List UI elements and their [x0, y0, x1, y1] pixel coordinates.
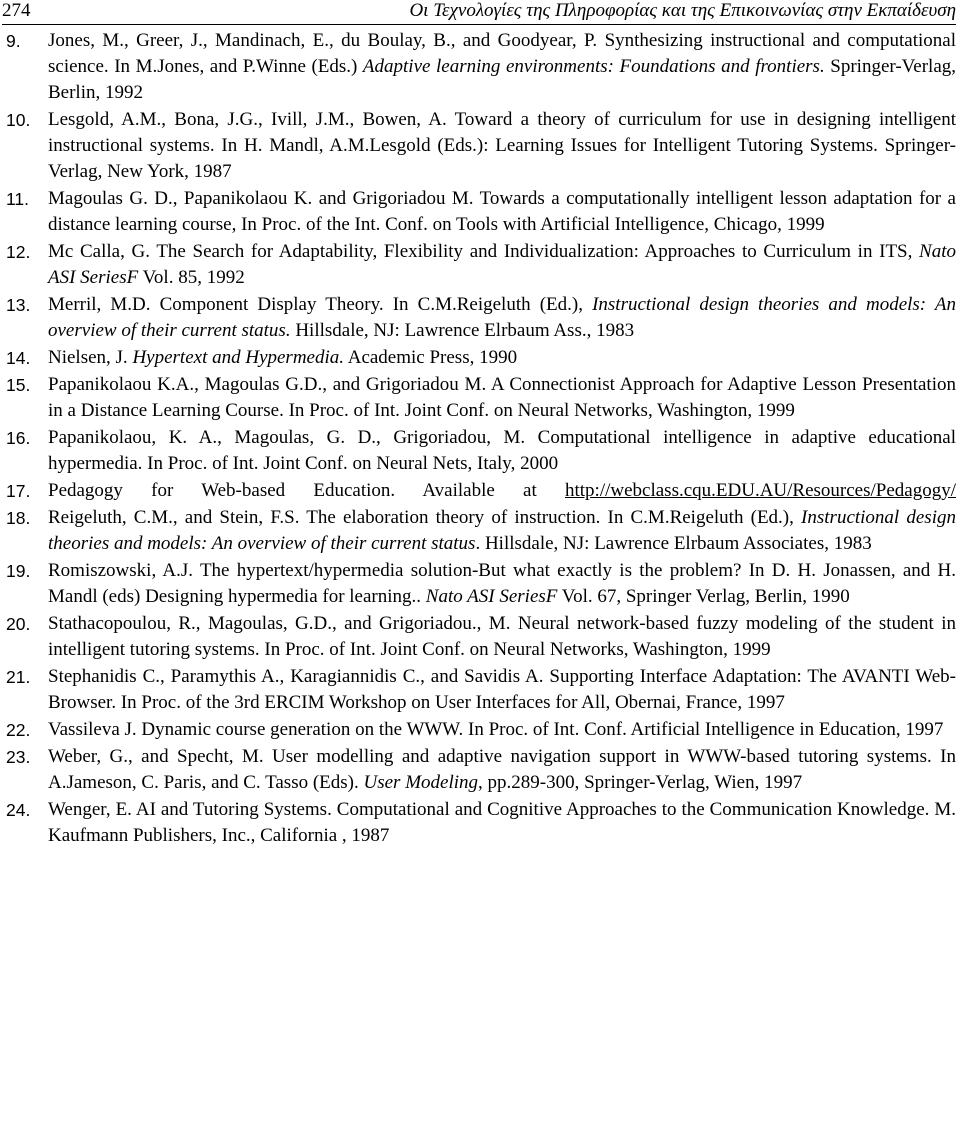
reference-title-italic: Instructional design theories and models: An overview of their current status [48, 507, 956, 554]
reference-item [0, 107, 960, 185]
reference-item [0, 611, 960, 663]
reference-item [0, 425, 960, 477]
reference-number: 12. [6, 242, 31, 262]
reference-text [48, 611, 956, 663]
reference-number: 20. [6, 614, 31, 634]
reference-number: 21. [6, 667, 31, 687]
reference-item [0, 744, 960, 796]
reference-number: 23. [6, 747, 31, 767]
reference-number: 24. [6, 800, 31, 820]
page-number: 274 [2, 0, 31, 21]
reference-text [48, 717, 956, 743]
reference-number: 13. [6, 295, 31, 315]
reference-text [48, 558, 956, 610]
reference-number: 19. [6, 561, 31, 581]
reference-segment: Springer-Verlag, Berlin, 1992 [48, 56, 957, 103]
reference-text [48, 292, 956, 344]
reference-segment: Vassileva J. Dynamic course generation on the WWW. In Proc. of Int. Conf. Artificial Intelligence in Education, 1997 [48, 719, 944, 740]
reference-text [48, 107, 956, 185]
reference-segment: Stathacopoulou, R., Magoulas, G.D., and Grigoriadou., M. Neural network-based fuzzy modeling of the student in intelligent tutoring systems. In Proc. of Int. Joint Conf. on Neural Networks, Washington, 1999 [48, 613, 956, 660]
reference-segment: Papanikolaou K.A., Magoulas G.D., and Grigoriadou M. A Connectionist Approach for Adaptive Lesson Presentation in a Distance Learning Course. In Proc. of Int. Joint Conf. on Neural Networks, Washington, 1999 [48, 374, 956, 421]
reference-item [0, 28, 960, 106]
reference-segment: Papanikolaou, K. A., Magoulas, G. D., Grigoriadou, M. Computational intelligence in adaptive educational hypermedia. In Proc. of Int. Joint Conf. on Neural Nets, Italy, 2000 [48, 427, 956, 474]
reference-number: 16. [6, 428, 31, 448]
reference-title-italic: Hypertext and Hypermedia. [132, 347, 345, 368]
reference-item [0, 186, 960, 238]
reference-item [0, 505, 960, 557]
reference-text [48, 744, 956, 796]
reference-item [0, 664, 960, 716]
reference-text [48, 664, 956, 716]
reference-number: 9. [6, 31, 21, 51]
reference-number: 22. [6, 720, 31, 740]
reference-text [48, 239, 956, 291]
reference-text [48, 345, 956, 371]
reference-segment: Magoulas G. D., Papanikolaou K. and Grigoriadou M. Towards a computationally intelligent lesson adaptation for a distance learning course, In Proc. of the Int. Conf. on Tools with Artificial Intelligence, Chicago, 1999 [48, 188, 956, 235]
reference-segment: Reigeluth, C.M., and Stein, F.S. The elaboration theory of instruction. In C.M.Reigeluth (Ed.), [48, 507, 802, 528]
reference-text [48, 28, 956, 106]
reference-segment: Jones, M., Greer, J., Mandinach, E., du Boulay, B., and Goodyear, P. Synthesizing instructional and computational science. In M.Jones, and P.Winne (Eds.) [48, 30, 956, 77]
running-title: Οι Τεχνολογίες της Πληροφορίας και της Επικοινωνίας στην Εκπαίδευση [409, 0, 956, 21]
reference-text [48, 186, 956, 238]
reference-segment: Academic Press, 1990 [344, 347, 518, 368]
reference-segment: Hillsdale, NJ: Lawrence Elrbaum Ass., 1983 [290, 320, 635, 341]
reference-segment: Stephanidis C., Paramythis A., Karagiannidis C., and Savidis A. Supporting Interface Adaptation: The AVANTI Web-Browser. In Proc. of the 3rd ERCIM Workshop on User Interfaces for All, Obernai, France, 1997 [48, 666, 956, 713]
running-header [2, 0, 956, 25]
reference-text [48, 372, 956, 424]
reference-title-italic: User Modeling [363, 772, 479, 793]
reference-link[interactable]: http://webclass.cqu.EDU.AU/Resources/Pedagogy/ [564, 480, 956, 501]
reference-segment: Lesgold, A.M., Bona, J.G., Ivill, J.M., Bowen, A. Toward a theory of curriculum for use in designing intelligent instructional systems. In H. Mandl, A.M.Lesgold (Eds.): Learning Issues for Intelligent Tutoring Systems. Springer-Verlag, New York, 1987 [48, 109, 956, 182]
reference-text [48, 478, 956, 504]
reference-item [0, 717, 960, 743]
reference-title-italic: Instructional design theories and models: An overview of their current status. [48, 294, 956, 341]
reference-segment: Pedagogy for Web-based Education. Available at [48, 480, 565, 501]
reference-number: 17. [6, 481, 31, 501]
reference-segment: Vol. 67, Springer Verlag, Berlin, 1990 [557, 586, 850, 607]
reference-list [0, 28, 960, 850]
reference-segment: Mc Calla, G. The Search for Adaptability, Flexibility and Individualization: Approaches to Curriculum in ITS, [48, 241, 920, 262]
reference-segment: . Hillsdale, NJ: Lawrence Elrbaum Associates, 1983 [475, 533, 872, 554]
reference-item [0, 345, 960, 371]
reference-number: 10. [6, 110, 31, 130]
reference-text [48, 797, 956, 849]
reference-segment: Vol. 85, 1992 [138, 267, 245, 288]
reference-segment: Wenger, E. AI and Tutoring Systems. Computational and Cognitive Approaches to the Communication Knowledge. M. Kaufmann Publishers, Inc., California , 1987 [48, 799, 956, 846]
reference-title-italic: Nato ASI SeriesF [48, 241, 956, 288]
reference-item [0, 478, 960, 504]
reference-text [48, 505, 956, 557]
reference-item [0, 292, 960, 344]
reference-item [0, 797, 960, 849]
reference-text [48, 425, 956, 477]
reference-segment: Romiszowski, A.J. The hypertext/hypermedia solution-But what exactly is the problem? In D. H. Jonassen, and H. Mandl (eds) Designing hypermedia for learning.. [48, 560, 956, 607]
reference-segment: Weber, G., and Specht, M. User modelling and adaptive navigation support in WWW-based tutoring systems. In A.Jameson, C. Paris, and C. Tasso (Eds). [48, 746, 956, 793]
reference-title-italic: Adaptive learning environments: Foundations and frontiers. [362, 56, 825, 77]
reference-number: 14. [6, 348, 31, 368]
reference-segment: , pp.289-300, Springer-Verlag, Wien, 1997 [478, 772, 803, 793]
reference-item [0, 372, 960, 424]
reference-number: 11. [6, 189, 30, 209]
reference-number: 18. [6, 508, 31, 528]
reference-item [0, 239, 960, 291]
reference-segment: Merril, M.D. Component Display Theory. In C.M.Reigeluth (Ed.), [48, 294, 593, 315]
reference-number: 15. [6, 375, 31, 395]
reference-segment: Nielsen, J. [48, 347, 133, 368]
reference-title-italic: Nato ASI SeriesF [425, 586, 558, 607]
reference-item [0, 558, 960, 610]
